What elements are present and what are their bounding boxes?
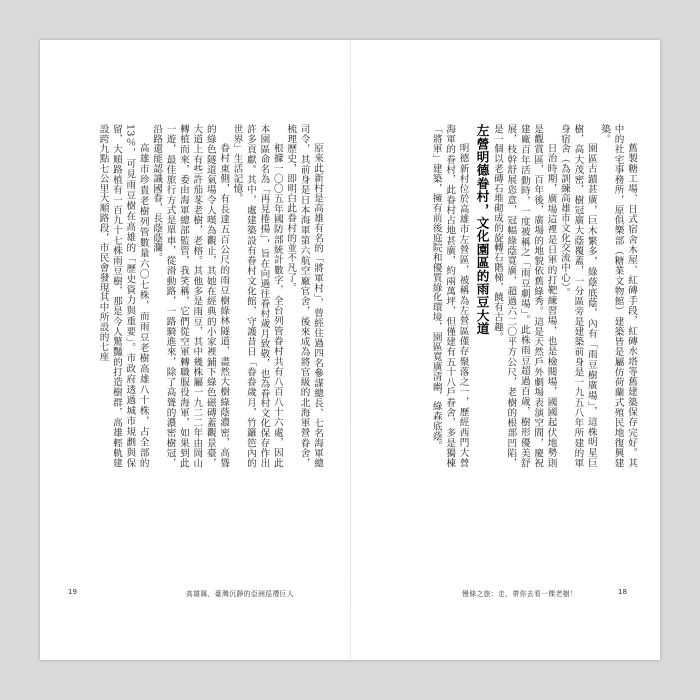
left-page — [40, 40, 350, 660]
right-page-text — [372, 124, 638, 468]
page-number: 19 — [68, 588, 77, 596]
paragraph: 高雄市珍貴老樹列管數量六〇七株，而雨豆老樹高雄八十株，占全部的13％，可見雨豆樹在高雄的「歷史資力與重要」。市政府透過城市規劃與保留，大順路植有一百九十七株雨豆樹，那是今人驚豔的打造樹群，高雄輕軌建設跨九點七公里大順路段，市民會發現其中所設的七座 — [97, 124, 149, 468]
running-head: 慢條之旅：走，帶你去看一棵老樹！ — [462, 590, 578, 598]
paragraph: 原來此新村是高雄有名的「將軍村」，曾經住過四名參謀總長、七名海軍總司令，其前身是日本海軍第六航空廠官舍，後來成為將官級的北海軍營眷舍，梳理歷史，即明白此眷村的並不凡了。 — [285, 124, 323, 468]
paragraph: 舊製糖工場、日式宿舍木屋、紅磚手段，紅磚水塔等舊建築保存完好。其中的社宅事務所，原俱樂部（糖業文物館）建築皆是屬仿荷蘭式殖民地復興建築。 — [599, 124, 637, 468]
left-page-text — [68, 124, 324, 468]
running-head: 高雄縣，臺灣沉靜的亞洲巡禮巨人 — [186, 590, 294, 598]
paragraph: 根據一〇〇五年國防部統計數字，全台列管眷村共有八百八十六處，因此本園區命名為「再見捲揚」，旨在向過往眷村歲月致敬，也為眷村文化保存作出許多貢獻。其中，處建築設有眷村文化館，守護昔日「眷眷歲月，竹籬笆內的世界」生活記憶。 — [231, 124, 283, 468]
right-page — [350, 40, 660, 660]
book-spread — [40, 40, 660, 660]
paragraph: 園區古蹟甚廣，巨木繁多，綠蔭底蔭，內有「雨豆樹廣場」，這株明星巨樹，高大茂密，樹冠廣大蔭覆蓋，一分區旁是建築前身是一九五八年所建的軍身宿舍（為訓練高雄市文化交流中心）。 — [558, 124, 597, 468]
page-number: 18 — [618, 588, 627, 596]
paragraph: 眷村東側，有長達五百公尺的雨豆樹綠林隧道，盡然大樹綠蔭濃密，高聳的綠色隧道氣場令人嘆為觀止，其她在經典的小家裡鋪下綠色磁磚蓋觀景臺，大道上有些許茄苳老樹，老榕。其他多是雨豆，其中幾株屬一九二二年由岡山轉植而來，委由海軍總部監管，我笑稱，它們從空軍轉職服役海軍，如果到此一遊，最佳旅行方式是單車，從滑動路，一路騎進來，除了高聳的濃密樹冠，沿路還能認識國眷，長蔭蔭瀾。 — [151, 124, 230, 468]
paragraph: 明德新村位於高雄市左營區，被稱為左營區僅存聚落之一，歷經西門大營海軍的眷村，此眷村占地甚廣，約兩萬坪，但僅建有五十八戶眷舍，多是獨棟「將軍」建築，擁有前後庭院和優質綠化環境，園區寬廣清幽，綠森底蔭。 — [430, 124, 469, 468]
section-heading: 左營明德眷村，文化園區的雨豆大道 — [474, 124, 490, 336]
paragraph: 日治時期，廣場這裡是日軍的打靶練習場，也是檢閱場，國國起伏地勢則是觀賞區，百年後，廣場的地貌依舊綠秀。這是天然戶外劇場表演空間，慶祝建廠百年活動時，一度被稱之「雨豆劇場」。此株雨豆超過百歲，樹形優美舒展，枝幹舒展恣意，冠幅綠蔭寬廣，超過六二〇平方公尺，老樹的根部凹陷，是一個以老磚石堆砌成的旋轉石階梯，饒有古趣。 — [491, 124, 557, 468]
